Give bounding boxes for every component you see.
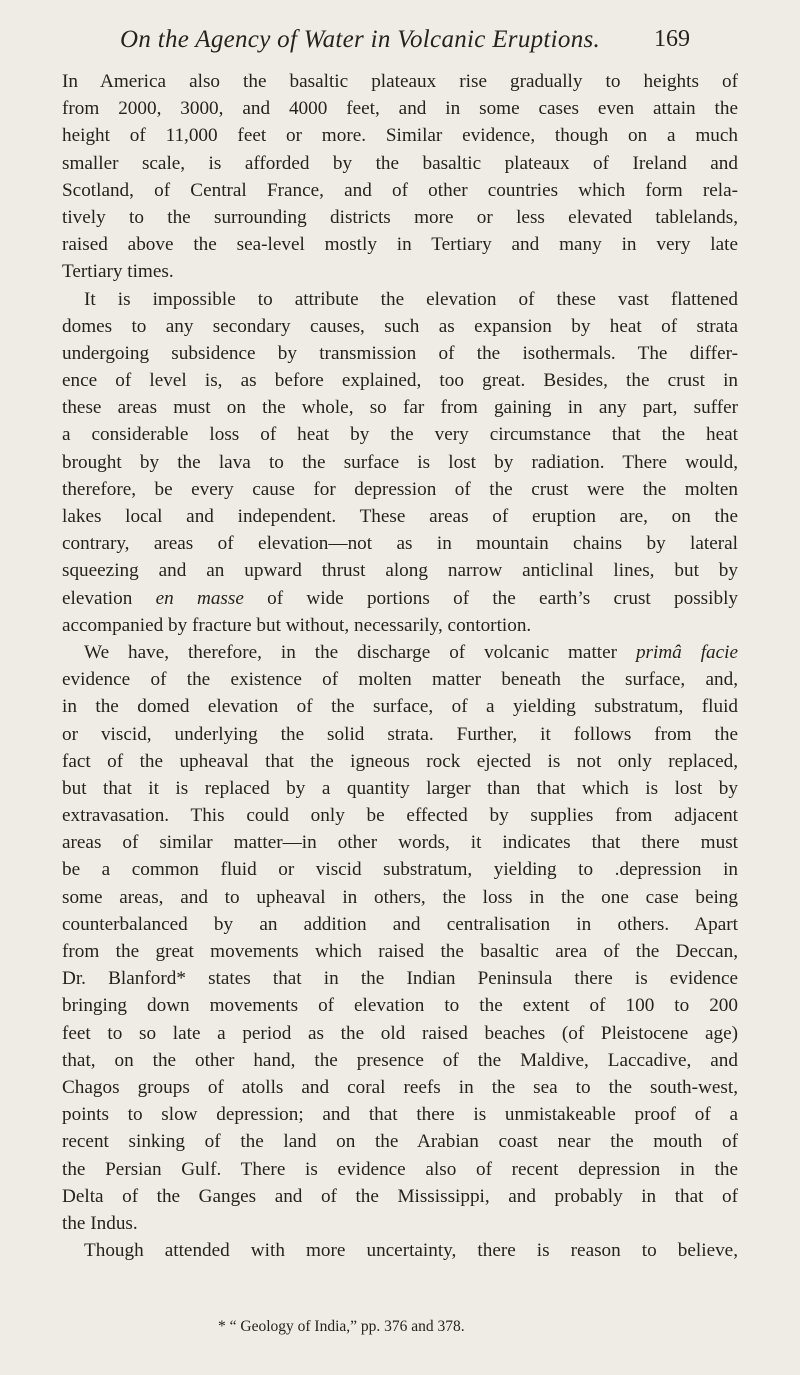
text-line: contrary, areas of elevation—not as in mountain chains by lateral xyxy=(62,533,738,555)
text-line: that, on the other hand, the presence of the Maldive, Laccadive, and xyxy=(62,1049,738,1071)
footnote: * “ Geology of India,” pp. 376 and 378. xyxy=(218,1318,465,1335)
text-line: Delta of the Ganges and of the Mississippi, and probably in that of xyxy=(62,1185,738,1207)
text-line: undergoing subsidence by transmission of the isothermals. The differ- xyxy=(62,342,738,364)
text-line: from the great movements which raised the basaltic area of the Deccan, xyxy=(62,941,738,962)
text-run: We have, therefore, in the discharge of volcanic matter xyxy=(84,641,636,663)
body-text xyxy=(62,68,738,1264)
text-line: Dr. Blanford* states that in the Indian Peninsula there is evidence xyxy=(62,968,738,990)
text-line: therefore, be every cause for depression of the crust were the molten xyxy=(62,478,738,500)
text-line: Chagos groups of atolls and coral reefs in the sea to the south-west, xyxy=(62,1076,738,1098)
text-line: smaller scale, is afforded by the basaltic plateaux of Ireland and xyxy=(62,152,738,174)
text-line: domes to any secondary causes, such as expansion by heat of strata xyxy=(62,315,738,337)
italic-phrase: en masse xyxy=(155,587,244,609)
text-line: Though attended with more uncertainty, there is reason to believe, xyxy=(84,1240,738,1262)
text-line: ence of level is, as before explained, too great. Besides, the crust in xyxy=(62,370,738,392)
text-line xyxy=(62,639,738,666)
text-line: some areas, and to upheaval in others, the loss in the one case being xyxy=(62,886,738,908)
text-line: It is impossible to attribute the elevation of these vast flattened xyxy=(84,288,738,310)
text-line: In America also the basaltic plateaux rise gradually to heights of xyxy=(62,71,738,92)
text-line: but that it is replaced by a quantity larger than that which is lost by xyxy=(62,777,738,799)
text-line: accompanied by fracture but without, necessarily, contortion. xyxy=(62,614,532,636)
text-line xyxy=(62,585,738,612)
text-line: lakes local and independent. These areas of eruption are, on the xyxy=(62,506,738,527)
text-run: of wide portions of the earth’s crust possibly xyxy=(243,587,738,609)
text-line: feet to so late a period as the old raised beaches (of Pleistocene age) xyxy=(62,1022,738,1044)
text-line: from 2000, 3000, and 4000 feet, and in some cases even attain the xyxy=(62,98,738,120)
text-line: evidence of the existence of molten matter beneath the surface, and, xyxy=(62,669,738,691)
text-line: these areas must on the whole, so far from gaining in any part, suffer xyxy=(62,397,738,419)
text-line: in the domed elevation of the surface, of a yielding substratum, fluid xyxy=(62,696,738,718)
text-line: be a common fluid or viscid substratum, yielding to .depression in xyxy=(62,859,738,881)
text-line: squeezing and an upward thrust along narrow anticlinal lines, but by xyxy=(62,560,738,582)
text-line: counterbalanced by an addition and centralisation in others. Apart xyxy=(62,913,738,935)
text-run: elevation xyxy=(62,587,156,609)
text-line: tively to the surrounding districts more or less elevated tablelands, xyxy=(62,206,738,228)
text-line: areas of similar matter—in other words, it indicates that there must xyxy=(62,832,738,854)
text-line: or viscid, underlying the solid strata. Further, it follows from the xyxy=(62,723,738,745)
text-line: height of 11,000 feet or more. Similar evidence, though on a much xyxy=(62,125,738,147)
text-line: fact of the upheaval that the igneous rock ejected is not only replaced, xyxy=(62,750,738,772)
text-line: raised above the sea-level mostly in Tertiary and many in very late xyxy=(62,234,738,256)
text-line: extravasation. This could only be effected by supplies from adjacent xyxy=(62,805,738,827)
text-line: the Persian Gulf. There is evidence also of recent depression in the xyxy=(62,1158,738,1180)
running-title: On the Agency of Water in Volcanic Eruptions. xyxy=(120,26,601,53)
text-line: bringing down movements of elevation to the extent of 100 to 200 xyxy=(62,995,738,1017)
text-line: recent sinking of the land on the Arabian coast near the mouth of xyxy=(62,1131,738,1153)
text-line: a considerable loss of heat by the very circumstance that the heat xyxy=(62,424,738,446)
page-number: 169 xyxy=(654,26,690,52)
text-line: the Indus. xyxy=(62,1212,138,1234)
text-line: brought by the lava to the surface is lost by radiation. There would, xyxy=(62,451,738,473)
italic-phrase: primâ facie xyxy=(635,641,738,663)
text-line: Scotland, of Central France, and of other countries which form rela- xyxy=(62,179,738,201)
text-line: points to slow depression; and that there is unmistakeable proof of a xyxy=(62,1104,738,1126)
text-line: Tertiary times. xyxy=(62,261,174,283)
page-header xyxy=(110,26,690,60)
